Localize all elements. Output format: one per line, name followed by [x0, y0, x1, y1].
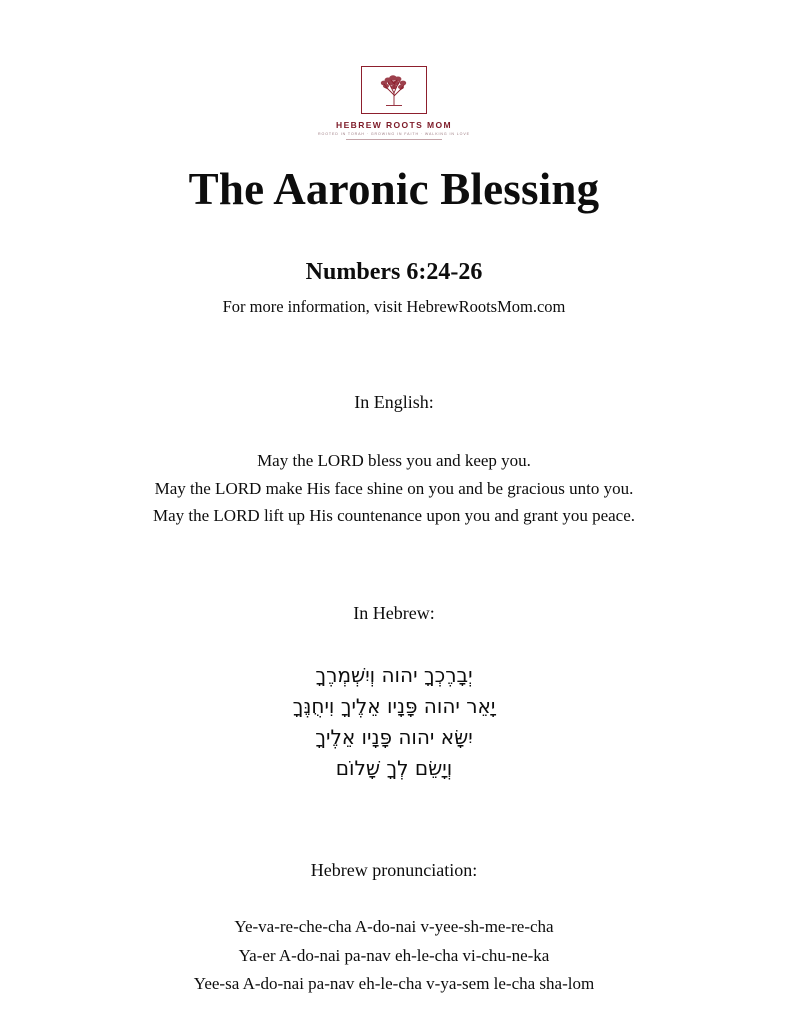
info-line: For more information, visit HebrewRootsMom.com: [222, 297, 566, 317]
brand-logo: [318, 66, 470, 140]
hebrew-line: יְבָרֶכְךָ יהוה וְיִשְׁמְרֶךָ: [315, 662, 473, 687]
tree-icon: [372, 71, 416, 109]
logo-wordmark: HEBREW ROOTS MOM: [336, 120, 452, 130]
hebrew-line: וְיָשֵׂם לְךָ שָׁלוֹם: [335, 755, 453, 780]
hebrew-line: יָאֵר יהוה פָּנָיו אֵלֶיךָ וִיחֻנֶּךָ: [292, 693, 496, 718]
logo-frame: [361, 66, 427, 114]
pronunciation-line: Yee-sa A-do-nai pa-nav eh-le-cha v-ya-sem le-cha sha-lom: [193, 974, 595, 994]
english-line: May the LORD lift up His countenance upon you and grant you peace.: [152, 506, 635, 526]
page-title: The Aaronic Blessing: [188, 164, 600, 214]
pronunciation-line: Ye-va-re-che-cha A-do-nai v-yee-sh-me-re-cha: [234, 916, 554, 936]
pronunciation-section-heading: Hebrew pronunciation:: [310, 859, 478, 880]
english-line: May the LORD make His face shine on you and be gracious unto you.: [154, 478, 634, 498]
logo-tagline: ROOTED IN TORAH · GROWING IN FAITH · WALKING IN LOVE: [318, 132, 470, 136]
english-section-heading: In English:: [354, 392, 434, 413]
hebrew-section-heading: In Hebrew:: [353, 602, 435, 623]
hebrew-line: יִשָּׂא יהוה פָּנָיו אֵלֶיךָ: [315, 724, 473, 749]
english-line: May the LORD bless you and keep you.: [257, 451, 531, 471]
pronunciation-line: Ya-er A-do-nai pa-nav eh-le-cha vi-chu-ne-ka: [238, 945, 550, 965]
hebrew-text-block: [293, 660, 496, 784]
logo-divider: [346, 139, 442, 140]
scripture-reference: Numbers 6:24-26: [305, 259, 483, 286]
english-text-block: [153, 447, 635, 530]
pronunciation-text-block: [194, 913, 594, 999]
